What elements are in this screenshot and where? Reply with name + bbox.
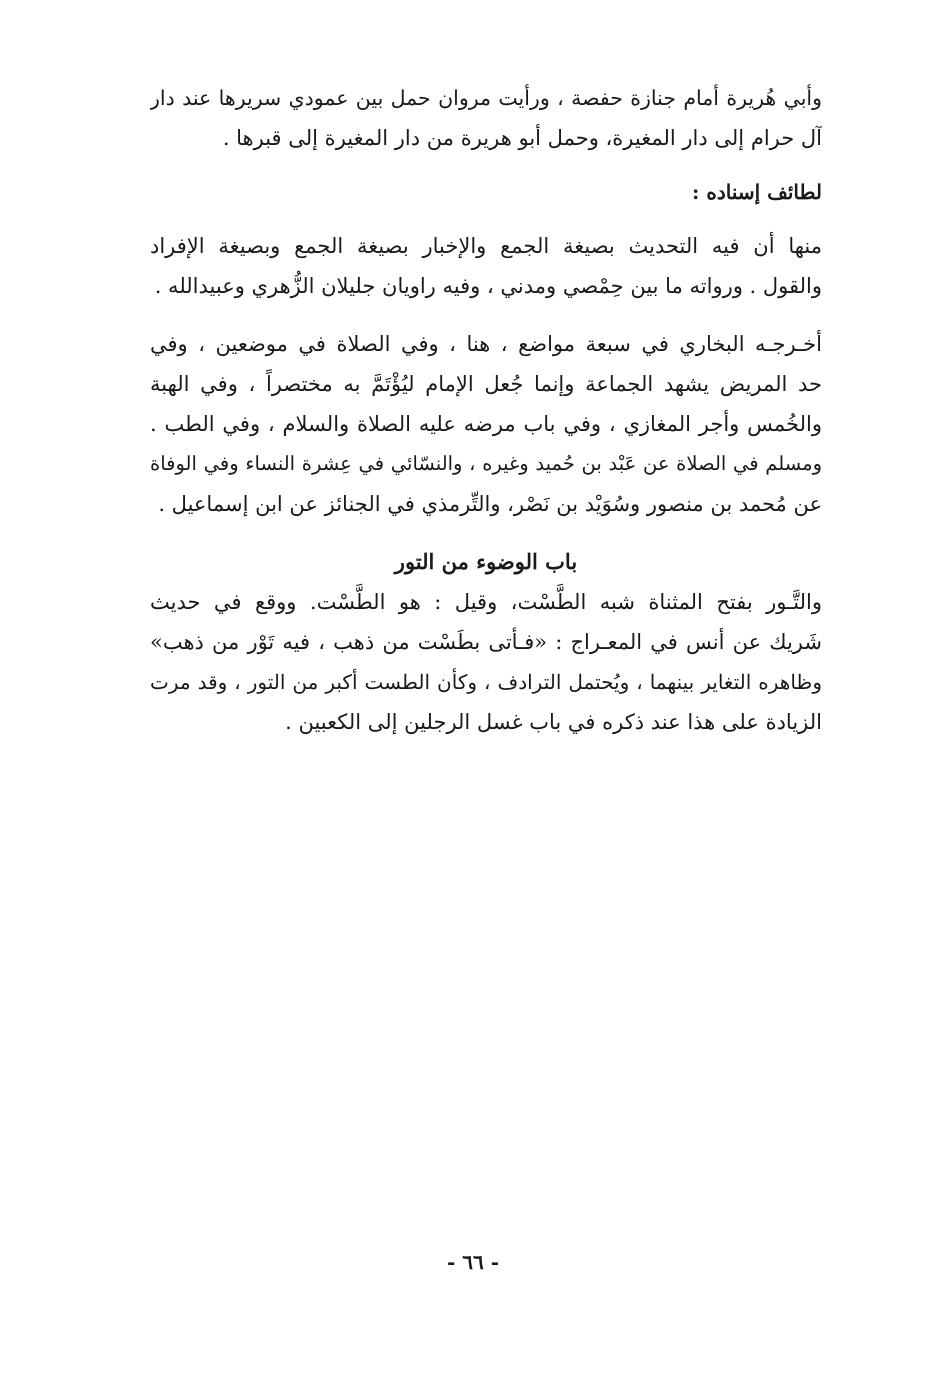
paragraph-4 <box>150 582 822 742</box>
text-line: منها أن فيه التحديث بصيغة الجمع والإخبار بصيغة الجمع وبصيغة الإفراد <box>150 234 822 258</box>
paragraph-1 <box>150 78 822 158</box>
page-number: - ٦٦ - <box>446 1250 499 1274</box>
text-line: آل حرام إلى دار المغيرة، وحمل أبو هريرة من دار المغيرة إلى قبرها . <box>222 126 822 150</box>
text-line: أخـرجـه البخاري في سبعة مواضع ، هنا ، وفي الصلاة في موضعين ، وفي <box>150 332 822 356</box>
text-line: حد المريض يشهد الجماعة وإنما جُعل الإمام ليُؤْتَمَّ به مختصراً ، وفي الهبة <box>150 372 822 396</box>
text-line: ومسلم في الصلاة عن عَبْد بن حُميد وغيره ، والنسّائي في عِشرة النساء وفي الوفاة <box>150 452 822 475</box>
subheading: لطائف إسناده : <box>692 180 822 204</box>
text-line: عن مُحمد بن منصور وسُوَيْد بن نَصْر، والتِّرمذي في الجنائز عن ابن إسماعيل . <box>158 492 822 516</box>
text-line: الزيادة على هذا عند ذكره في باب غسل الرجلين إلى الكعبين . <box>285 710 822 734</box>
paragraph-3 <box>150 324 822 524</box>
text-line: والقول . ورواته ما بين حِمْصي ومدني ، وفيه راويان جليلان الزُّهري وعبيدالله . <box>154 274 822 298</box>
paragraph-2 <box>150 226 822 306</box>
text-line: وظاهره التغاير بينهما ، ويُحتمل الترادف ، وكأن الطست أكبر من التور ، وقد مرت <box>150 670 822 694</box>
text-line: وأبي هُريرة أمام جنازة حفصة ، ورأيت مروان حمل بين عمودي سريرها عند دار <box>150 86 822 110</box>
text-line: شَريك عن أنس في المعـراج : «فـأتى بطَسْت من ذهب ، فيه تَوْر من ذهب» <box>150 630 822 654</box>
text-line: والخُمس وأجر المغازي ، وفي باب مرضه عليه الصلاة والسلام ، وفي الطب . <box>150 412 822 436</box>
section-title: باب الوضوء من التور <box>394 549 578 574</box>
text-line: والتَّـور بفتح المثناة شبه الطَّسْت، وقيل : هو الطَّسْت. ووقع في حديث <box>150 590 822 614</box>
page-body <box>150 78 822 742</box>
